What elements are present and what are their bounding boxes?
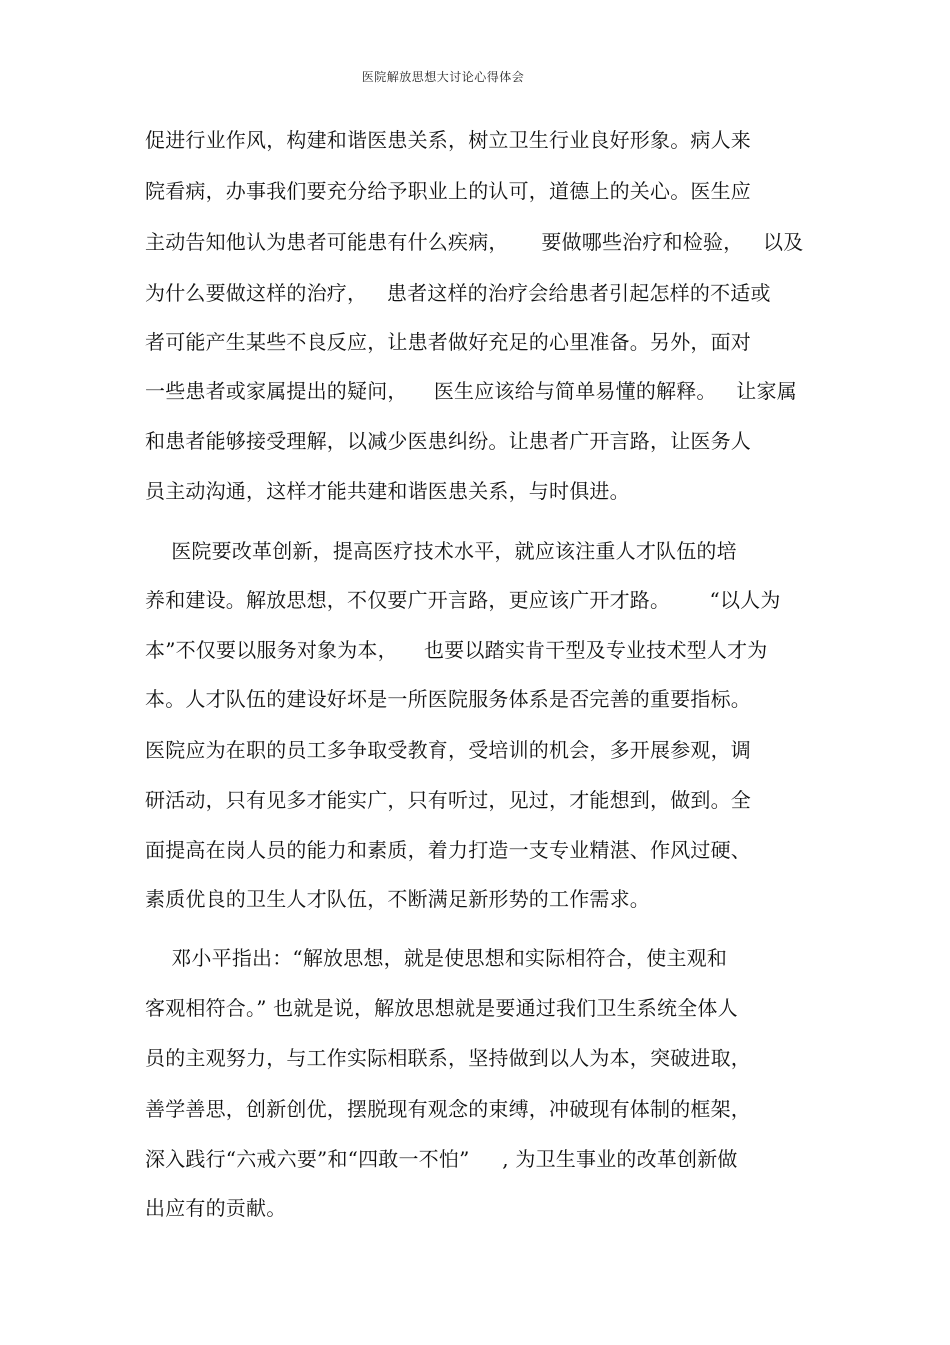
text-line: 主动告知他认为患者可能患有什么疾病， 要做哪些治疗和检验， 以及 <box>145 230 804 254</box>
text-line: 员的主观努力，与工作实际相联系，坚持做到以人为本，突破进取， <box>145 1046 751 1070</box>
page-header: 医院解放思想大讨论心得体会 <box>361 70 525 84</box>
text-line: 医院要改革创新，提高医疗技术水平，就应该注重人才队伍的培 <box>145 539 737 563</box>
text-line: 善学善思，创新创优，摆脱现有观念的束缚，冲破现有体制的框架， <box>145 1097 751 1121</box>
text-line: 本”不仅要以服务对象为本， 也要以踏实肯干型及专业技术型人才为 <box>145 638 768 662</box>
text-line: 医院应为在职的员工多争取受教育，受培训的机会，多开展参观，调 <box>145 738 751 762</box>
text-line: 素质优良的卫生人才队伍，不断满足新形势的工作需求。 <box>145 887 650 911</box>
text-line: 院看病，办事我们要充分给予职业上的认可，道德上的关心。医生应 <box>145 179 751 203</box>
text-line: 客观相符合。” 也就是说，解放思想就是要通过我们卫生系统全体人 <box>145 996 738 1020</box>
text-line: 研活动，只有见多才能实广，只有听过，见过，才能想到，做到。全 <box>145 788 751 812</box>
text-line: 和患者能够接受理解，以减少医患纠纷。让患者广开言路，让医务人 <box>145 429 751 453</box>
text-line: 员主动沟通，这样才能共建和谐医患关系，与时俱进。 <box>145 479 630 503</box>
text-line: 邓小平指出：“解放思想，就是使思想和实际相符合，使主观和 <box>145 946 728 970</box>
text-line: 深入践行“六戒六要”和“四敢一不怕” , 为卫生事业的改革创新做 <box>145 1147 738 1171</box>
text-line: 促进行业作风，构建和谐医患关系，树立卫生行业良好形象。病人来 <box>145 128 751 152</box>
text-line: 为什么要做这样的治疗， 患者这样的治疗会给患者引起怎样的不适或 <box>145 281 771 305</box>
text-line: 面提高在岗人员的能力和素质，着力打造一支专业精湛、作风过硬、 <box>145 838 751 862</box>
text-line: 养和建设。解放思想，不仅要广开言路，更应该广开才路。 “以人为 <box>145 588 781 612</box>
text-line: 本。人才队伍的建设好坏是一所医院服务体系是否完善的重要指标。 <box>145 687 751 711</box>
text-line: 出应有的贡献。 <box>145 1196 287 1220</box>
text-line: 一些患者或家属提出的疑问， 医生应该给与简单易懂的解释。 让家属 <box>145 379 797 403</box>
text-line: 者可能产生某些不良反应，让患者做好充足的心里准备。另外，面对 <box>145 330 751 354</box>
